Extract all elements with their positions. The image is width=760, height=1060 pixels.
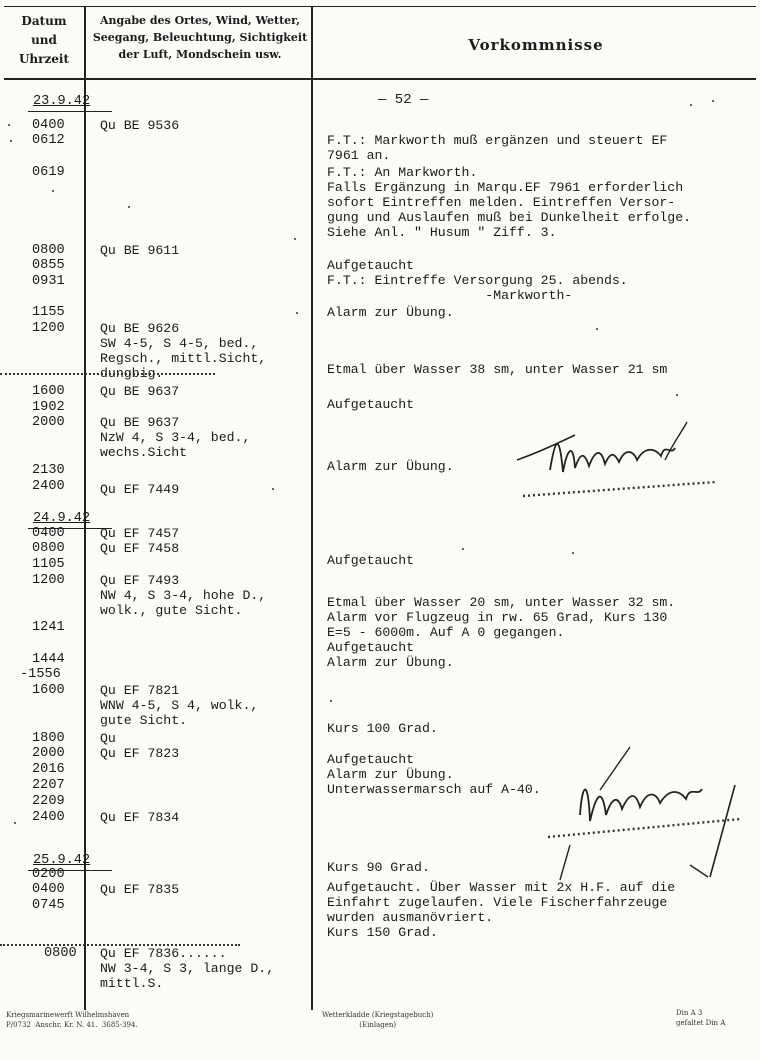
speck	[572, 552, 574, 554]
date-2: 24.9.42	[33, 511, 91, 526]
time-entry: 1600	[32, 683, 65, 698]
position-entry: Qu BE 9536	[100, 118, 180, 133]
time-entry: 2000	[32, 415, 65, 430]
header-rule-bottom	[4, 78, 756, 80]
header-location-weather: Angabe des Ortes, Wind, Wetter, Seegang, Beleuchtung, Sichtigkeit der Luft, Mondschein usw.	[92, 14, 308, 61]
position-entry: Qu EF 7493 NW 4, S 3-4, hohe D., wolk., gute Sicht.	[100, 573, 267, 618]
speck	[690, 104, 692, 106]
speck	[462, 548, 464, 550]
footer-publisher: Kriegsmarinewerft Wilhelmshaven P/0732 Anschr. Kr. N. 41. 3685-394.	[6, 1011, 138, 1029]
time-entry: 0612	[32, 133, 65, 148]
date-3: 25.9.42	[33, 853, 91, 868]
position-entry: Qu BE 9637	[100, 384, 180, 399]
event-entry: F.T.: An Markworth. Falls Ergänzung in Marqu.EF 7961 erforderlich sofort Eintreffen melden. Eintreffen Versor- gung und Auslaufen muß bei Dunkelheit erfolge. Siehe Anl. " Husum " Ziff. 3.	[327, 165, 692, 240]
time-entry: 0800	[32, 541, 65, 556]
event-entry: Aufgetaucht. Über Wasser mit 2x H.F. auf die Einfahrt zugelaufen. Viele Fischerfahrzeuge wurden ausmanövriert. Kurs 150 Grad.	[327, 880, 676, 940]
time-entry: 0400	[32, 882, 65, 897]
speck	[10, 140, 12, 142]
dotted-separator	[0, 944, 240, 946]
position-entry: Qu EF 7449	[100, 482, 180, 497]
footer-form-title: Wetterkladde (Kriegstagebuch) (Einlagen)	[322, 1011, 434, 1029]
time-entry: 0800	[32, 243, 65, 258]
time-entry: 0800	[44, 946, 77, 961]
event-entry: Alarm zur Übung.	[327, 459, 454, 474]
speck	[294, 238, 296, 240]
column-divider-2	[311, 6, 313, 1010]
time-entry: 1600	[32, 384, 65, 399]
page-number: — 52 —	[378, 92, 429, 108]
event-entry: Etmal über Wasser 20 sm, unter Wasser 32 sm. Alarm vor Flugzeug in rw. 65 Grad, Kurs 130 E=5 - 6000m. Auf A 0 gegangen. Aufgetaucht Alarm zur Übung.	[327, 595, 676, 670]
header-rule-top	[4, 6, 756, 7]
time-entry: 2400	[32, 810, 65, 825]
speck	[296, 312, 298, 314]
event-entry: Aufgetaucht F.T.: Eintreffe Versorgung 25. abends. -Markworth-	[327, 258, 628, 303]
event-entry: Kurs 90 Grad.	[327, 860, 430, 875]
speck	[14, 822, 16, 824]
position-entry: Qu BE 9626 SW 4-5, S 4-5, bed., Regsch., mittl.Sicht, dungbig.	[100, 321, 267, 381]
date-1: 23.9.42	[33, 94, 91, 109]
time-entry: 2209	[32, 794, 65, 809]
position-entry: Qu BE 9611	[100, 243, 180, 258]
speck	[330, 700, 332, 702]
time-entry: 2207	[32, 778, 65, 793]
time-entry: 1200	[32, 573, 65, 588]
event-entry: F.T.: Markworth muß ergänzen und steuert EF 7961 an.	[327, 133, 668, 163]
position-entry: Qu BE 9637 NzW 4, S 3-4, bed., wechs.Sicht	[100, 415, 251, 460]
event-entry: Alarm zur Übung.	[327, 305, 454, 320]
time-entry: 2400	[32, 479, 65, 494]
time-entry: 0745	[32, 898, 65, 913]
speck	[128, 206, 130, 208]
position-entry: Qu EF 7834	[100, 810, 180, 825]
signature-2	[540, 745, 760, 885]
dotted-separator	[0, 373, 215, 375]
time-entry: 0400	[32, 526, 65, 541]
time-entry: 2000	[32, 746, 65, 761]
speck	[596, 328, 598, 330]
speck	[676, 394, 678, 396]
date-rule-1	[28, 111, 112, 112]
time-entry: 1105	[32, 557, 65, 572]
time-entry: 1902	[32, 400, 65, 415]
speck	[52, 190, 54, 192]
position-entry: Qu EF 7823	[100, 746, 180, 761]
time-entry: 1155	[32, 305, 65, 320]
position-entry: Qu EF 7836...... NW 3-4, S 3, lange D., mittl.S.	[100, 946, 275, 991]
event-entry: Aufgetaucht	[327, 397, 415, 412]
signature-1	[515, 420, 725, 515]
event-entry: Aufgetaucht	[327, 553, 415, 568]
speck	[272, 488, 274, 490]
time-entry: 0619	[32, 165, 65, 180]
event-entry: Aufgetaucht Alarm zur Übung. Unterwassermarsch auf A-40.	[327, 752, 541, 797]
header-date-time: Datum und Uhrzeit	[18, 14, 70, 66]
time-entry: 1241	[32, 620, 65, 635]
position-entry: Qu EF 7821 WNW 4-5, S 4, wolk., gute Sicht.	[100, 683, 259, 728]
position-entry: Qu	[100, 731, 116, 746]
header-events: Vorkommnisse	[468, 36, 604, 54]
event-entry: Etmal über Wasser 38 sm, unter Wasser 21 sm	[327, 362, 668, 377]
time-entry: 2016	[32, 762, 65, 777]
time-entry: 0931	[32, 274, 65, 289]
position-entry: Qu EF 7457	[100, 526, 180, 541]
time-entry: 2130	[32, 463, 65, 478]
speck	[712, 100, 714, 102]
position-entry: Qu EF 7458	[100, 541, 180, 556]
time-entry: 1200	[32, 321, 65, 336]
position-entry: Qu EF 7835	[100, 882, 180, 897]
time-entry: 1800	[32, 731, 65, 746]
event-entry: Kurs 100 Grad.	[327, 721, 438, 736]
time-entry: -1556	[20, 667, 61, 682]
footer-paper-size: Din A 3 gefaltet Din A	[676, 1009, 726, 1027]
time-entry: 0855	[32, 258, 65, 273]
speck	[8, 124, 10, 126]
time-entry: 1444	[32, 652, 65, 667]
time-entry: 0200	[32, 867, 65, 882]
time-entry: 0400	[32, 118, 65, 133]
